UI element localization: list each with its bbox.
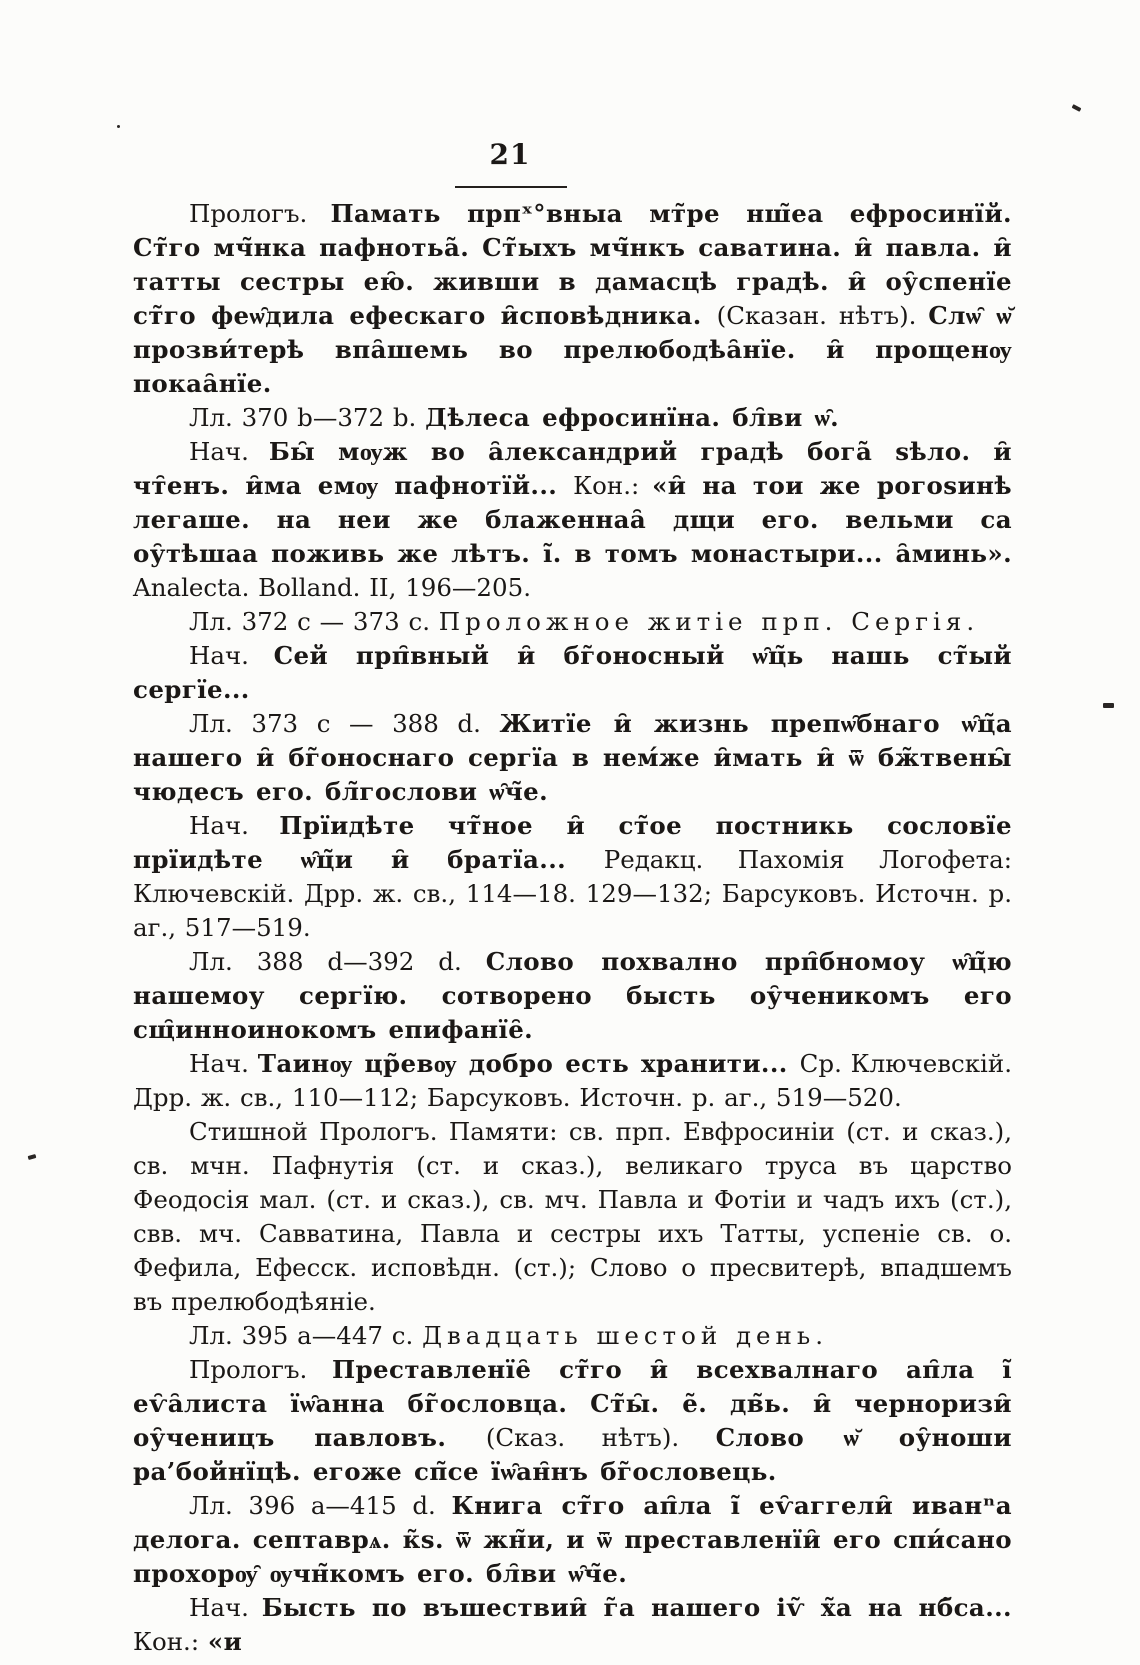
text-segment: Лл. 395 a—447 c. — [189, 1321, 423, 1350]
text-segment: Лл. 388 d—392 d. — [189, 947, 486, 976]
text-segment: (Сказан. нѣтъ). — [716, 301, 929, 330]
text-segment: Кон.: — [133, 1627, 208, 1656]
paragraph — [133, 945, 1012, 1047]
paragraph — [133, 1489, 1012, 1591]
ink-speck — [28, 1154, 37, 1160]
text-segment: Таинѹ цр̃евѹ добро есть хранити... — [257, 1049, 800, 1078]
text-segment: Бысть по въшествии̑ г̃а нашего іѵ̃ х̃а на нб̃са... — [261, 1593, 1012, 1622]
text-segment: Прологъ. — [189, 199, 331, 228]
text-segment: Прологъ. — [189, 1355, 332, 1384]
page-number: 21 — [489, 138, 531, 171]
text-segment: Лл. 370 b—372 b. — [189, 403, 426, 432]
ink-speck — [1103, 703, 1114, 708]
text-segment: Нач. — [189, 1049, 258, 1078]
paragraph — [133, 1319, 1012, 1353]
paragraph — [133, 707, 1012, 809]
text-segment: Житїе и̑ жизнь препѡ̑бнаго ѡ̑ц̃а нашего и̑ бг̃оноснаго сергїа в нем́же и̑мать и̑ ѿ бж̃твены̑ чюдесъ его. бл̃гослови ѡ̑ч̃е. — [133, 709, 1012, 806]
text-segment: Лл. 372 c — 373 c. — [189, 607, 439, 636]
text-segment: Памать прпˣ°вныа мт̃ре нш̃еа ефросинїй. Ст̃го мч̃нка пафнотьа̃. Ст̃ыхъ мч̃нкъ саватина. и̑ павла. и̑ татты сестры ею̑. живши в дамасцѣ градѣ. и̑ оу̑спенїе ст̃го феѡ̑дила ефескаго и̑сповѣдника. — [133, 199, 1012, 330]
text-segment: Бы̑ мѹж во а̑лександрий градѣ бога̃ ѕѣло. и̑ чт̑енъ. и̑ма емѹ пафнотїй... — [133, 437, 1012, 500]
text-segment: Слѡ̑ ѡ̆ прозви́терѣ впа̑шемь во прелюбодѣа̑нїе. и̑ прощенѹ покаа̑нїе. — [133, 301, 1012, 398]
text-segment: Стишной Прологъ. Памяти: св. прп. Евфросиніи (ст. и сказ.), св. мчн. Пафнутія (ст. и сказ.), великаго труса въ царство Феодосія мал. (ст. и сказ.), св. мч. Павла и Фотіи и чадъ ихъ (ст.), свв. мч. Савватина, Павла и сестры ихъ Татты, успеніе св. о. Фефила, Ефесск. исповѣдн. (ст.); Слово о пресвитерѣ, впадшемъ въ прелюбодѣяніе. — [133, 1117, 1012, 1316]
paragraph — [133, 1591, 1012, 1659]
paragraph — [133, 639, 1012, 707]
text-segment: Преставленїе̑ ст̃го и̑ всехвалнаго ап̑ла і̃ еѵ̑а̑листа їѡ̑анна бг̃ословца. Ст̃ы̑. е̃. дв̃ь. и̑ черноризи̑ оу̑ченицъ павловъ. — [133, 1355, 1012, 1452]
text-segment: Двадцать шестой день. — [422, 1321, 828, 1350]
paragraph — [133, 401, 1012, 435]
paragraph — [133, 435, 1012, 605]
paragraph — [133, 605, 1012, 639]
text-segment: Сей прп̑вный и̑ бг̃оносный ѡ̑ц̃ь нашь ст̃ый сергїе... — [133, 641, 1012, 704]
text-segment: Прїидѣте чт̃ное и̑ ст̃ое постникь сословїе прїидѣте ѡ̑ц̃и и̑ братїа... — [133, 811, 1013, 874]
text-segment: (Сказ. нѣтъ). — [485, 1423, 716, 1452]
paragraph — [133, 1353, 1012, 1489]
text-segment: Нач. — [189, 437, 269, 466]
text-segment: Дѣлеса ефросинїна. бл̑ви ѡ̑. — [425, 403, 840, 432]
ink-speck — [1072, 104, 1082, 112]
text-segment: Слово ѡ̆ оу̑ноши ра’бойнїцѣ. егоже сп̃се їѡ̑ан̑нъ бг̃ословець. — [133, 1423, 1012, 1486]
page-number-rule — [455, 186, 567, 188]
text-segment: Проложное житіе прп. Сергія. — [438, 607, 980, 636]
text-segment: Кон.: — [573, 471, 653, 500]
paragraph — [133, 1047, 1012, 1115]
text-segment: Лл. 373 c — 388 d. — [189, 709, 500, 738]
text-segment: Analecta. Bolland. II, 196—205. — [133, 573, 531, 602]
text-segment: Нач. — [189, 1593, 262, 1622]
paragraph — [133, 197, 1012, 401]
text-segment: Нач. — [189, 811, 280, 840]
text-segment: Нач. — [189, 641, 274, 670]
text-segment: Слово похвално прп̑бномоу ѡ̑ц̃ю нашемоу сергїю. сотворено бысть оу̑ченикомъ его сщ̑инноинокомъ епифанїе̑. — [133, 947, 1012, 1044]
paragraph — [133, 1115, 1012, 1319]
ink-speck — [117, 125, 120, 128]
paragraph — [133, 809, 1012, 945]
text-block — [133, 197, 1012, 1659]
text-segment: Лл. 396 a—415 d. — [189, 1491, 452, 1520]
text-segment: «и̑ на тои же рогоѕинѣ легаше. на неи же блаженнаа̑ дщи его. вельми са оу̑тѣшаа поживь же лѣтъ. і̃. в томъ монастыри... а̑минь». — [133, 471, 1012, 568]
text-segment: Редакц. Пахомія Логофета: Ключевскій. Дрр. ж. св., 114—18. 129—132; Барсуковъ. Источн. р. аг., 517—519. — [133, 845, 1012, 942]
text-segment: Книга ст̃го ап̑ла і̃ еѵ̑аггели̑ иванⁿа делога. септаврѧ. к̃ѕ. ѿ жн̃и, и ѿ преставленїи̑ его спи́сано прохорѹ̑ ѹчн̃комъ его. бл̑ви ѡ̑ч̃е. — [133, 1491, 1012, 1588]
text-segment: Ср. Ключевскій. Дрр. ж. св., 110—112; Барсуковъ. Источн. р. аг., 519—520. — [133, 1049, 1013, 1112]
text-segment: «и — [207, 1627, 243, 1656]
